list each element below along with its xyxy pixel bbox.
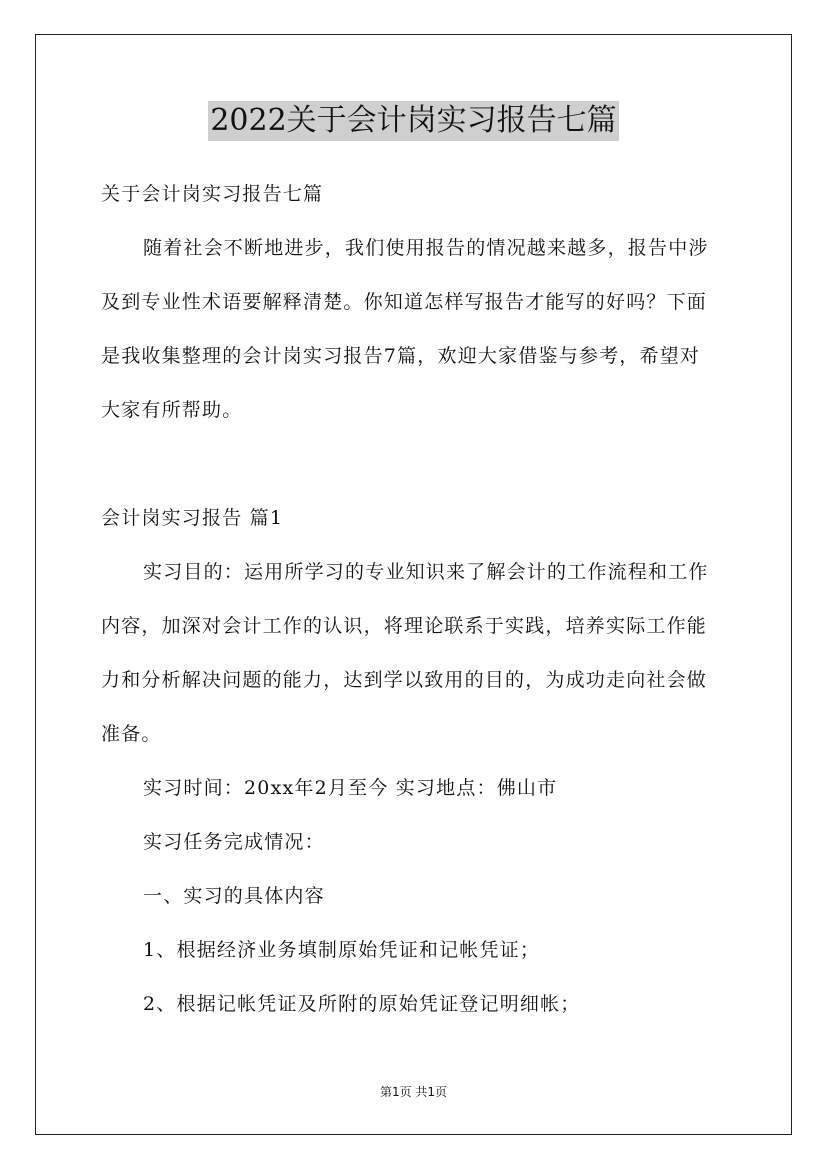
intro-line-4: 大家有所帮助。 bbox=[101, 399, 243, 421]
task-status-line: 实习任务完成情况： bbox=[143, 831, 325, 853]
section-heading: 会计岗实习报告 篇1 bbox=[101, 507, 284, 529]
document-title: 2022关于会计岗实习报告七篇 bbox=[208, 101, 618, 141]
purpose-line-1: 实习目的：运用所学习的专业知识来了解会计的工作流程和工作 bbox=[143, 561, 709, 583]
page-footer: 第1页 共1页 bbox=[379, 1085, 448, 1099]
purpose-line-2: 内容，加深对会计工作的认识，将理论联系于实践，培养实际工作能 bbox=[101, 615, 708, 637]
time-place-line: 实习时间：20xx年2月至今 实习地点：佛山市 bbox=[143, 777, 558, 799]
document-subtitle: 关于会计岗实习报告七篇 bbox=[101, 183, 324, 205]
intro-line-2: 及到专业性术语要解释清楚。你知道怎样写报告才能写的好吗？下面 bbox=[101, 291, 708, 313]
purpose-line-3: 力和分析解决问题的能力，达到学以致用的目的，为成功走向社会做 bbox=[101, 669, 708, 691]
intro-line-1: 随着社会不断地进步，我们使用报告的情况越来越多，报告中涉 bbox=[143, 237, 709, 259]
intro-line-3: 是我收集整理的会计岗实习报告7篇，欢迎大家借鉴与参考，希望对 bbox=[101, 345, 701, 367]
list-item: 2、根据记帐凭证及所附的原始凭证登记明细帐； bbox=[143, 993, 581, 1015]
list-item: 1、根据经济业务填制原始凭证和记帐凭证； bbox=[143, 939, 541, 961]
content-heading: 一、实习的具体内容 bbox=[143, 885, 325, 907]
purpose-line-4: 准备。 bbox=[101, 723, 162, 745]
